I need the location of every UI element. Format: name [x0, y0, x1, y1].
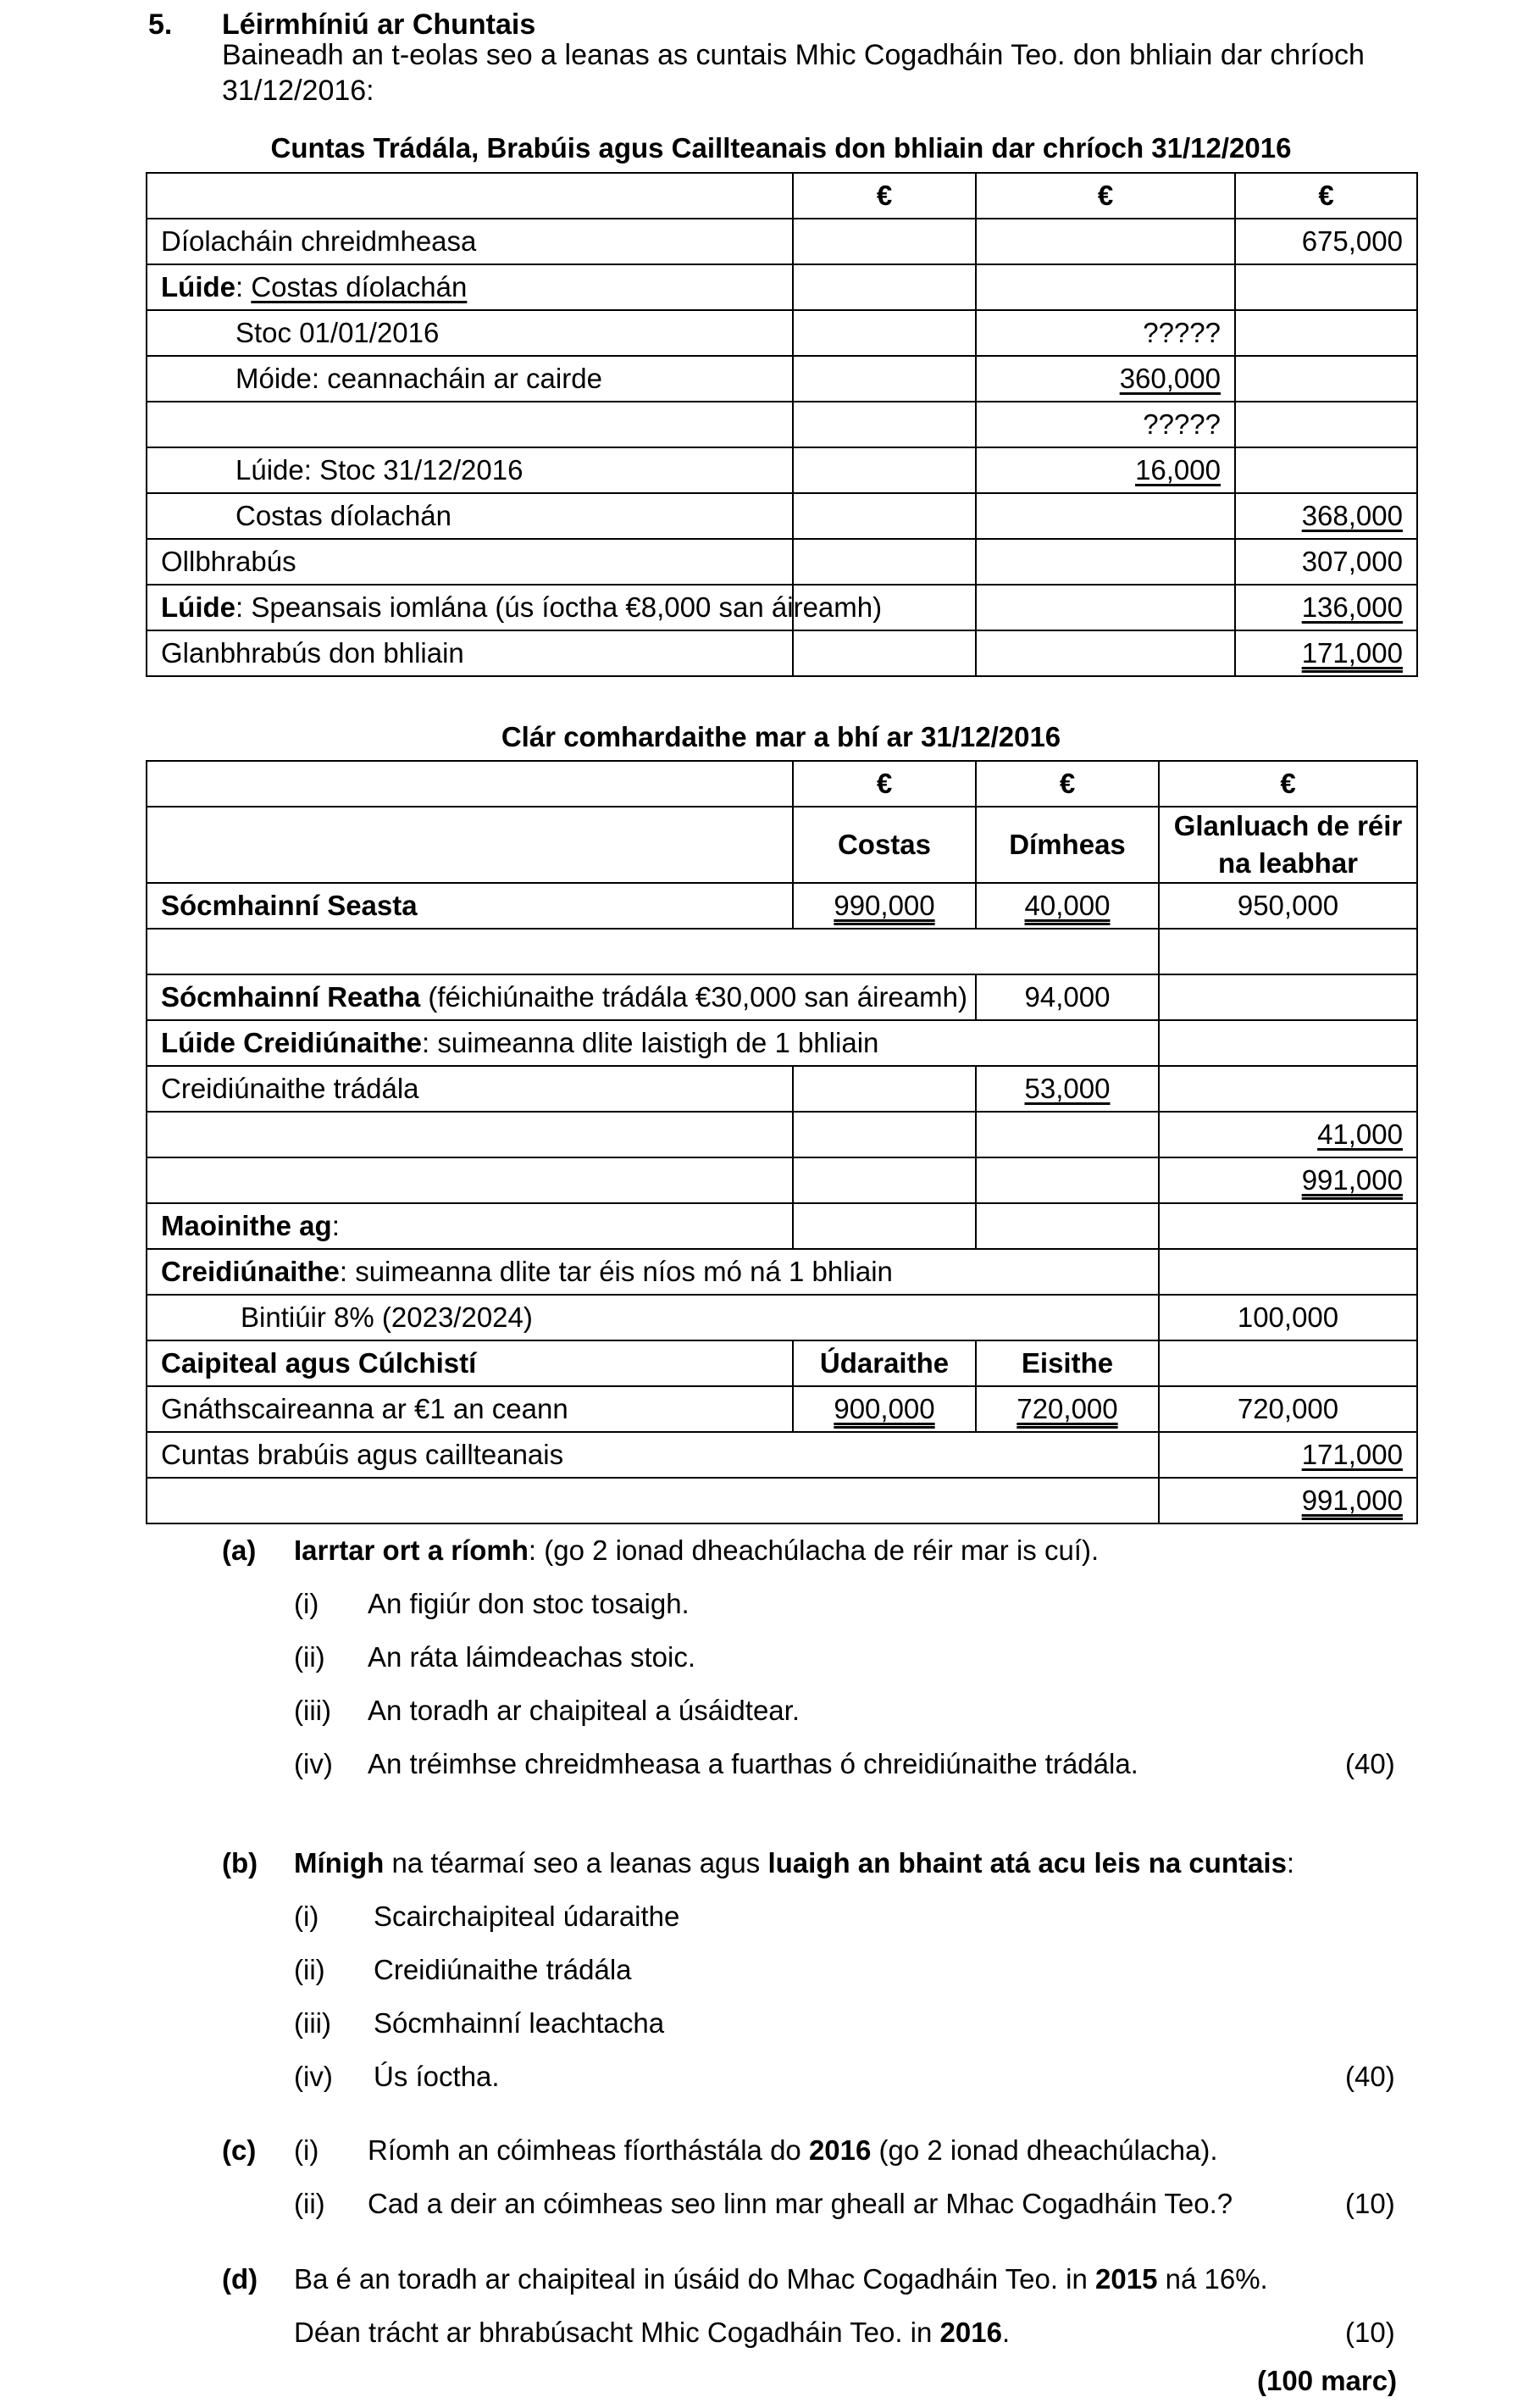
- part-a-item-text: An ráta láimdeachas stoic.: [368, 1641, 696, 1673]
- part-c-label: (c): [222, 2134, 257, 2166]
- part-c-ii-num: (ii): [294, 2188, 325, 2219]
- part-a-instruction: Iarrtar ort a ríomh: (go 2 ionad dheachúlacha de réir mar is cuí).: [294, 1534, 1100, 1566]
- part-c-marks: (10): [1345, 2188, 1395, 2219]
- currency-header: €: [976, 173, 1235, 219]
- total-net-assets-value: 991,000: [1159, 1157, 1417, 1203]
- gross-profit-value: 307,000: [1235, 539, 1417, 585]
- net-profit-label: Glanbhrabús don bhliain: [147, 630, 793, 676]
- closing-stock-value: 16,000: [976, 447, 1235, 493]
- trading-account-title: Cuntas Trádála, Brabúis agus Caillteanais don bhliain dar chríoch 31/12/2016: [270, 132, 1292, 164]
- pl-account-label: Cuntas brabúis agus caillteanais: [147, 1432, 1159, 1478]
- final-total-value: 991,000: [1159, 1478, 1417, 1523]
- part-a-item-text: An toradh ar chaipiteal a úsáidtear.: [368, 1695, 800, 1726]
- expenses-label: Lúide: Speansais iomlána (ús íoctha €8,000 san áireamh): [147, 585, 793, 630]
- part-b-item-num: (iii): [294, 2007, 331, 2039]
- question-number: 5.: [148, 8, 173, 41]
- currency-header: €: [793, 173, 976, 219]
- working-capital-value: 41,000: [1159, 1112, 1417, 1157]
- balance-sheet-title: Clár comhardaithe mar a bhí ar 31/12/2016: [501, 721, 1061, 752]
- subtotal-value: ?????: [976, 402, 1235, 447]
- part-c-ii-text: Cad a deir an cóimheas seo linn mar gheall ar Mhac Cogadháin Teo.?: [368, 2188, 1233, 2219]
- part-d-label: (d): [222, 2263, 258, 2295]
- part-b-item-num: (iv): [294, 2061, 333, 2092]
- cos-label: Costas díolachán: [147, 493, 793, 539]
- current-assets-value: 94,000: [976, 974, 1159, 1020]
- expenses-value: 136,000: [1235, 585, 1417, 630]
- part-a-item-text: An tréimhse chreidmheasa a fuarthas ó chreidiúnaithe trádála.: [368, 1748, 1138, 1779]
- less-cos-label: Lúide: Costas díolachán: [147, 264, 793, 310]
- financed-by-label: Maoinithe ag:: [147, 1203, 793, 1249]
- part-b-item-text: Sócmhainní leachtacha: [374, 2007, 665, 2039]
- long-term-creditors-label: Creidiúnaithe: suimeanna dlite tar éis níos mó ná 1 bhliain: [147, 1249, 1159, 1295]
- part-b-item-text: Creidiúnaithe trádála: [374, 1954, 632, 1985]
- nbv-column-header: Glanluach de réir na leabhar: [1159, 807, 1417, 883]
- ordinary-shares-label: Gnáthscaireanna ar €1 an ceann: [147, 1386, 793, 1432]
- fixed-assets-label: Sócmhainní Seasta: [147, 883, 793, 929]
- debentures-label: Bintiúir 8% (2023/2024): [147, 1295, 1159, 1340]
- total-marks: (100 marc): [1257, 2365, 1398, 2396]
- closing-stock-label: Lúide: Stoc 31/12/2016: [147, 447, 793, 493]
- fixed-assets-nbv: 950,000: [1159, 883, 1417, 929]
- cos-value: 368,000: [1235, 493, 1417, 539]
- current-assets-label: Sócmhainní Reatha (féichiúnaithe trádála €30,000 san áireamh): [147, 974, 976, 1020]
- purchases-value: 360,000: [976, 356, 1235, 402]
- part-a-item-text: An figiúr don stoc tosaigh.: [368, 1588, 690, 1619]
- part-a-item-num: (iv): [294, 1748, 333, 1779]
- net-profit-value: 171,000: [1235, 630, 1417, 676]
- part-c-i-num: (i): [294, 2134, 319, 2166]
- capital-label: Caipiteal agus Cúlchistí: [147, 1340, 793, 1386]
- trade-creditors-value: 53,000: [976, 1066, 1159, 1112]
- part-a-marks: (40): [1345, 1748, 1395, 1779]
- part-b-item-num: (i): [294, 1901, 319, 1932]
- part-b-marks: (40): [1345, 2061, 1395, 2092]
- purchases-label: Móide: ceannacháin ar cairde: [147, 356, 793, 402]
- authorised-column-header: Údaraithe: [793, 1340, 976, 1386]
- part-b-instruction: Mínigh na téarmaí seo a leanas agus luaigh an bhaint atá acu leis na cuntais:: [294, 1847, 1295, 1879]
- cost-column-header: Costas: [793, 807, 976, 883]
- part-a-item-num: (i): [294, 1588, 319, 1619]
- sales-value: 675,000: [1235, 219, 1417, 264]
- less-creditors-label: Lúide Creidiúnaithe: suimeanna dlite laistigh de 1 bhliain: [147, 1020, 1159, 1066]
- part-b-label: (b): [222, 1847, 258, 1879]
- part-b-item-text: Ús íoctha.: [374, 2061, 500, 2092]
- part-a-item-num: (iii): [294, 1695, 331, 1726]
- part-d-marks: (10): [1345, 2317, 1395, 2348]
- pl-account-value: 171,000: [1159, 1432, 1417, 1478]
- issued-column-header: Eisithe: [976, 1340, 1159, 1386]
- question-intro-line2: 31/12/2016:: [222, 75, 374, 107]
- currency-header: €: [793, 761, 976, 807]
- fixed-assets-cost: 990,000: [793, 883, 976, 929]
- part-a-label: (a): [222, 1534, 257, 1566]
- gross-profit-label: Ollbhrabús: [147, 539, 793, 585]
- depreciation-column-header: Dímheas: [976, 807, 1159, 883]
- sales-label: Díolacháin chreidmheasa: [147, 219, 793, 264]
- part-b-item-num: (ii): [294, 1954, 325, 1985]
- fixed-assets-depreciation: 40,000: [976, 883, 1159, 929]
- opening-stock-value: ?????: [976, 310, 1235, 356]
- shares-authorised-value: 900,000: [793, 1386, 976, 1432]
- currency-header: €: [976, 761, 1159, 807]
- part-d-line1: Ba é an toradh ar chaipiteal in úsáid do Mhac Cogadháin Teo. in 2015 ná 16%.: [294, 2263, 1268, 2295]
- debentures-value: 100,000: [1159, 1295, 1417, 1340]
- currency-header: €: [1159, 761, 1417, 807]
- trade-creditors-label: Creidiúnaithe trádála: [147, 1066, 793, 1112]
- question-heading: Léirmhíniú ar Chuntais: [222, 8, 536, 41]
- opening-stock-label: Stoc 01/01/2016: [147, 310, 793, 356]
- shares-value: 720,000: [1159, 1386, 1417, 1432]
- shares-issued-value: 720,000: [976, 1386, 1159, 1432]
- currency-header: €: [1235, 173, 1417, 219]
- question-intro-line1: Baineadh an t-eolas seo a leanas as cuntais Mhic Cogadháin Teo. don bhliain dar chríoch: [222, 39, 1365, 71]
- part-a-item-num: (ii): [294, 1641, 325, 1673]
- part-c-i-text: Ríomh an cóimheas fíorthástála do 2016 (go 2 ionad dheachúlacha).: [368, 2134, 1218, 2166]
- part-b-item-text: Scairchaipiteal údaraithe: [374, 1901, 680, 1932]
- part-d-line2: Déan trácht ar bhrabúsacht Mhic Cogadháin Teo. in 2016.: [294, 2317, 1011, 2348]
